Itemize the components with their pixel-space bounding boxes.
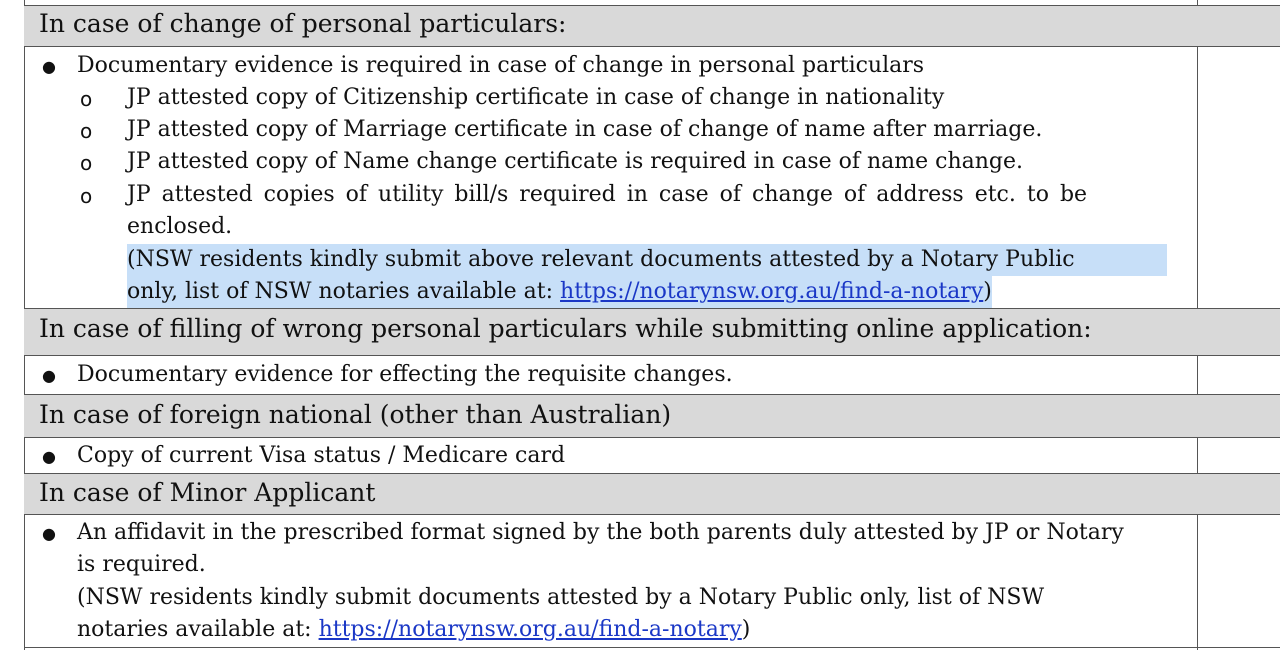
nsw-note-suffix: )	[983, 279, 992, 304]
sub-item-citizenship: JP attested copy of Citizenship certificate in case of change in nationality	[127, 85, 945, 110]
section-header-foreign-national	[24, 395, 1280, 437]
bullet-circle	[80, 83, 92, 116]
bullet-text: Documentary evidence is required in case of change in personal particulars	[77, 53, 925, 78]
bullet-text: Documentary evidence for effecting the requisite changes.	[77, 362, 733, 387]
section-header-text: In case of Minor Applicant	[39, 478, 376, 507]
row-divider	[24, 46, 1280, 47]
bullet-circle	[80, 147, 92, 180]
document-table	[24, 0, 1280, 650]
bullet-disc	[42, 359, 56, 392]
minor-note-suffix: )	[741, 617, 751, 642]
sub-item-continuation: enclosed.	[127, 214, 233, 239]
row-divider	[24, 514, 1280, 515]
section-header-wrong-particulars	[24, 309, 1280, 355]
header-right-cell	[1197, 6, 1280, 46]
section-header-text: In case of filling of wrong personal particulars while submitting online application:	[39, 314, 1092, 343]
section-header-change-particulars	[24, 6, 1280, 46]
bullet-text-line1: An affidavit in the prescribed format signed by the both parents duly attested by JP or Notary	[77, 520, 1124, 545]
section-header-text: In case of change of personal particulars:	[39, 9, 567, 38]
header-right-cell	[1197, 395, 1280, 437]
nsw-note-line2	[127, 276, 992, 308]
bullet-disc	[42, 517, 56, 550]
minor-note-line1: (NSW residents kindly submit documents attested by a Notary Public only, list of NSW	[77, 585, 1045, 610]
minor-note-line2	[77, 614, 750, 646]
header-right-cell	[1197, 474, 1280, 514]
minor-note-prefix: notaries available at:	[77, 617, 319, 642]
nsw-note-prefix: only, list of NSW notaries available at:	[127, 279, 561, 304]
sub-item-marriage: JP attested copy of Marriage certificate in case of change of name after marriage.	[127, 117, 1043, 142]
bullet-text: Copy of current Visa status / Medicare card	[77, 443, 566, 468]
section-header-text: In case of foreign national (other than Australian)	[39, 400, 672, 429]
bullet-disc	[42, 440, 56, 473]
row-divider	[24, 355, 1280, 356]
nsw-note-line1: (NSW residents kindly submit above relevant documents attested by a Notary Public	[127, 244, 1167, 276]
sub-item-utility-bill: JP attested copies of utility bill/s required in case of change of address etc. to be	[127, 182, 1088, 207]
section-header-minor-applicant	[24, 474, 1280, 514]
sub-item-name-change: JP attested copy of Name change certificate is required in case of name change.	[127, 149, 1024, 174]
notary-link[interactable]: https://notarynsw.org.au/find-a-notary	[560, 279, 984, 304]
row-divider	[24, 437, 1280, 438]
bullet-disc	[42, 50, 56, 83]
header-right-cell	[1197, 309, 1280, 355]
bullet-circle	[80, 180, 92, 213]
notary-link[interactable]: https://notarynsw.org.au/find-a-notary	[318, 617, 742, 642]
bullet-circle	[80, 115, 92, 148]
table-bottom-border	[24, 647, 1280, 648]
bullet-text-line2: is required.	[77, 552, 206, 577]
